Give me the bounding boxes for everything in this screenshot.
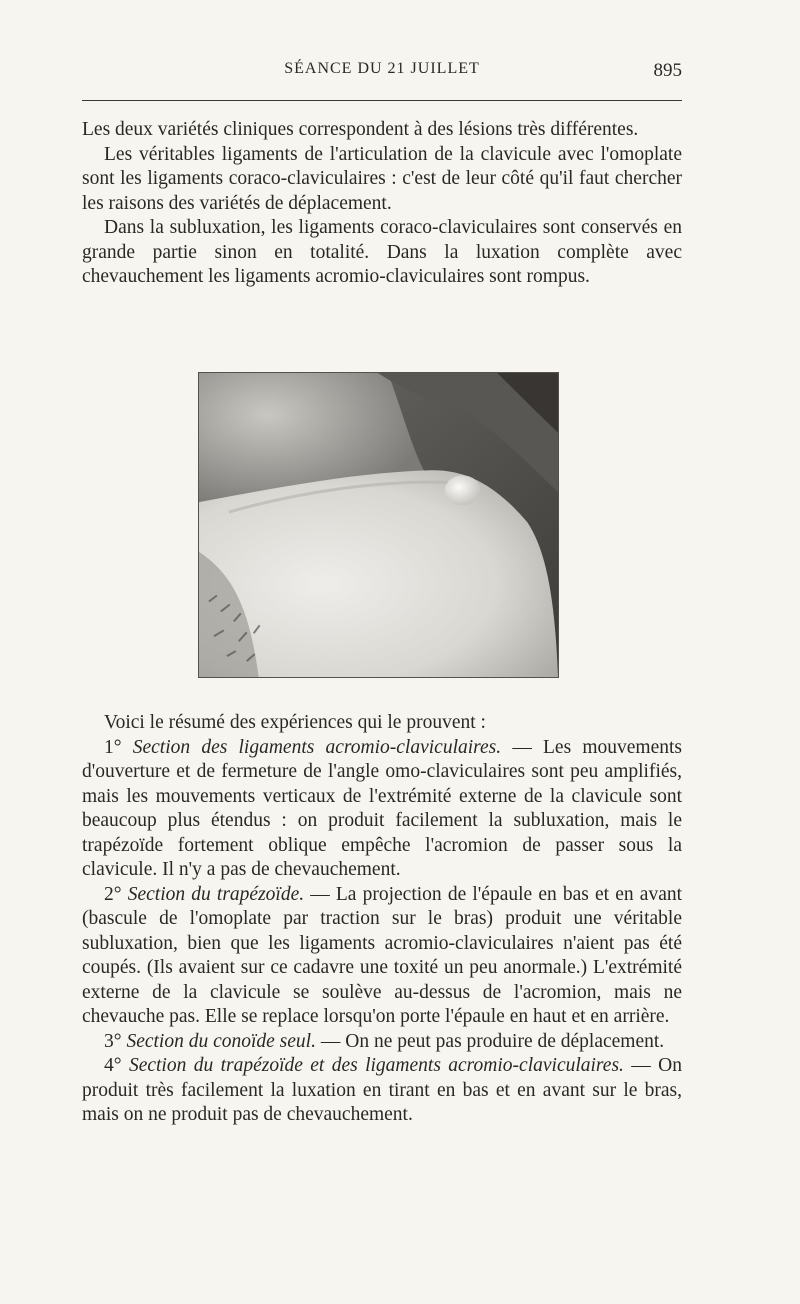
intro-line: Voici le résumé des expériences qui le prouvent : — [104, 712, 486, 733]
experiment-number: 4° — [104, 1055, 122, 1076]
experiment-4 — [82, 1054, 682, 1128]
paragraph: Dans la subluxation, les ligaments coraco-claviculaires sont conservés en grande partie sinon en totalité. Dans la luxation complète avec chevauchement les ligaments acromio-claviculaires sont rompus. — [82, 217, 682, 287]
page-number: 895 — [653, 60, 682, 81]
experiment-3 — [82, 1030, 682, 1055]
header-rule — [82, 100, 682, 101]
experiment-2 — [82, 883, 682, 1030]
experiment-title: Section du trapézoïde. — [127, 883, 305, 905]
experiment-text: — On ne peut pas produire de déplacement. — [315, 1030, 665, 1052]
experiment-text: — On produit très facilement la luxation en tirant en bas et en avant sur le bras, mais on ne produit pas de chevauchement. — [82, 1055, 682, 1125]
paragraph: Les deux variétés cliniques correspondent à des lésions très différentes. — [82, 119, 639, 140]
upper-text — [82, 118, 682, 290]
running-head — [82, 60, 682, 88]
experiment-text: — Les mouvements d'ouverture et de fermeture de l'angle omo-claviculaires sont peu amplifiés, mais les mouvements verticaux de l'extrémité externe de la clavicule sont beaucoup plus étendus : on produit facilement la subluxation, mais le trapézoïde fortement oblique empêche l'acromion de passer sous la clavicule. Il n'y a pas de chevauchement. — [82, 736, 683, 880]
experiment-number: 3° — [104, 1030, 122, 1052]
experiment-1 — [82, 736, 682, 883]
paragraph: Les véritables ligaments de l'articulation de la clavicule avec l'omoplate sont les ligaments coraco-claviculaires : c'est de leur côté qu'il faut chercher les raisons des variétés de déplacement. — [82, 143, 682, 214]
photo-illustration — [199, 373, 558, 677]
running-title: SÉANCE DU 21 JUILLET — [284, 60, 480, 77]
experiment-title: Section des ligaments acromio-claviculaires. — [132, 736, 502, 758]
shoulder-photograph — [198, 372, 559, 678]
experiment-number: 1° — [104, 736, 122, 758]
experiment-title: Section du conoïde seul. — [126, 1030, 316, 1052]
experiment-title: Section du trapézoïde et des ligaments acromio-claviculaires. — [128, 1055, 624, 1076]
experiment-number: 2° — [104, 883, 122, 905]
lower-text — [82, 711, 682, 1128]
experiment-text: — La projection de l'épaule en bas et en avant (bascule de l'omoplate par traction sur le bras) produit une véritable subluxation, bien que les ligaments acromio-claviculaires n'aient pas été coupés. (Ils avaient sur ce cadavre une toxité un peu anormale.) L'extrémité externe de la clavicule se soulève au-dessus de l'acromion, mais ne chevauche pas. Elle se replace lorsqu'on porte l'épaule en haut et en arrière. — [82, 883, 683, 1027]
